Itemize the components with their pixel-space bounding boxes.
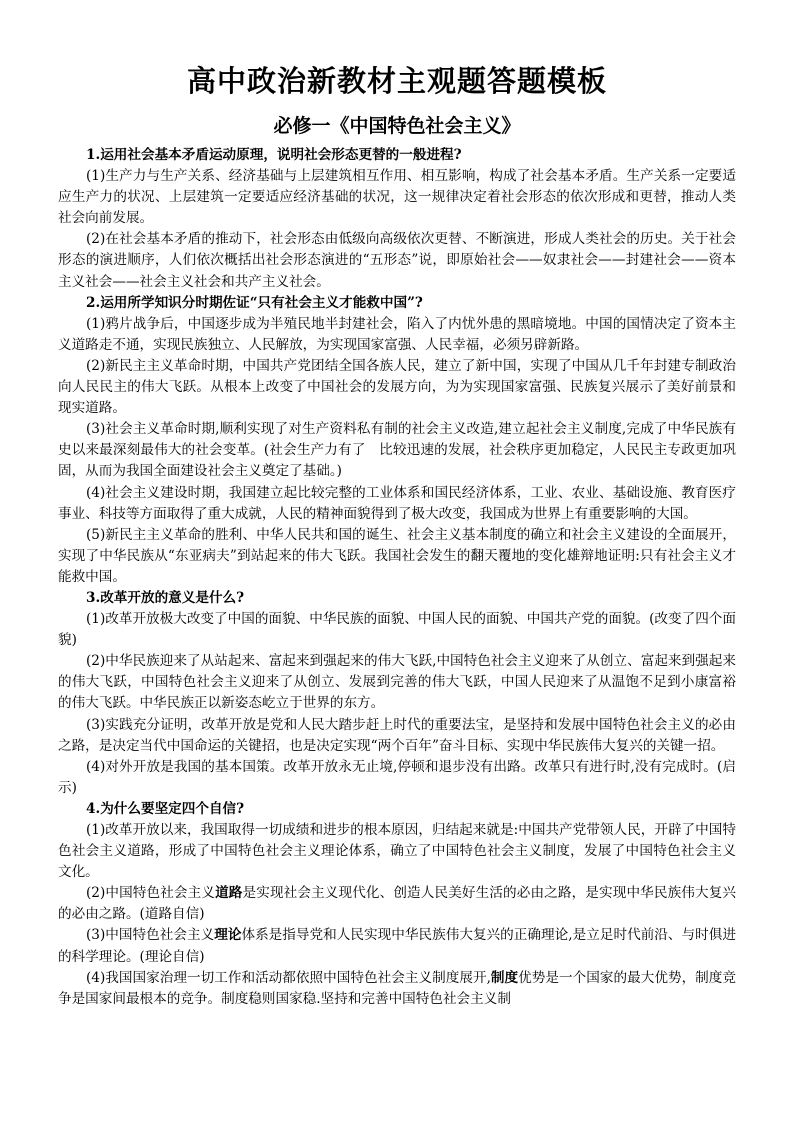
answer-paragraph: (3)社会主义革命时期,顺利实现了对生产资料私有制的社会主义改造,建立起社会主义制度,完成了中华民族有史以来最深刻最伟大的社会变革。(社会生产力有了 比较迅速的发展，社会秩序更加稳定，人民民主专政更加巩固，从而为我国全面建设社会主义奠定了基础。) xyxy=(58,421,736,480)
answer-paragraph xyxy=(58,925,736,967)
document-title: 高中政治新教材主观题答题模板 xyxy=(186,64,607,98)
answer-paragraph: (4)对外开放是我国的基本国策。改革开放永无止境,停顿和退步没有出路。改革只有进行时,没有完成时。(启示) xyxy=(58,758,736,796)
answer-paragraph xyxy=(58,883,736,925)
answer-paragraph: (1)生产力与生产关系、经济基础与上层建筑相互作用、相互影响，构成了社会基本矛盾。生产关系一定要适应生产力的状况、上层建筑一定要适应经济基础的状况，这一规律决定着社会形态的依次形成和更替，推动人类社会向前发展。 xyxy=(58,168,736,227)
answer-paragraph: (3)实践充分证明，改革开放是党和人民大踏步赶上时代的重要法宝，是坚持和发展中国特色社会主义的必由之路，是决定当代中国命运的关键招，也是决定实现“两个百年”奋斗目标、实现中华民族伟大复兴的关键一招。 xyxy=(58,716,736,754)
document-body xyxy=(58,145,736,1010)
emphasis-term: 制度 xyxy=(490,969,519,986)
document-subtitle: 必修一《中国特色社会主义》 xyxy=(273,115,521,137)
question-heading: 2.运用所学知识分时期佐证“只有社会主义才能救中国”? xyxy=(86,294,423,311)
emphasis-term: 道路 xyxy=(215,885,243,902)
answer-paragraph xyxy=(58,968,736,1010)
answer-paragraph: (4)社会主义建设时期，我国建立起比较完整的工业体系和国民经济体系，工业、农业、基础设施、教育医疗事业、科技等方面取得了重大成就，人民的精神面貌得到了极大改变，我国成为世界上有重要影响的大国。 xyxy=(58,484,736,522)
paragraph-text: (2)中国特色社会主义 xyxy=(86,885,216,902)
answer-paragraph: (5)新民主主义革命的胜利、中华人民共和国的诞生、社会主义基本制度的确立和社会主义建设的全面展开，实现了中华民族从“东亚病夫”到站起来的伟大飞跃。我国社会发生的翻天覆地的变化雄辩地证明:只有社会主义才能救中国。 xyxy=(58,526,736,585)
emphasis-term: 理论 xyxy=(214,927,242,944)
question-heading: 1.运用社会基本矛盾运动原理，说明社会形态更替的一般进程? xyxy=(86,147,462,163)
answer-paragraph: (2)中华民族迎来了从站起来、富起来到强起来的伟大飞跃,中国特色社会主义迎来了从创立、富起来到强起来的伟大飞跃，中国特色社会主义迎来了从创立、发展到完善的伟大飞跃，中国人民迎来了从温饱不足到小康富裕的伟大飞跃。中华民族正以新姿态屹立于世界的东方。 xyxy=(58,653,736,712)
answer-paragraph: (1)改革开放极大改变了中国的面貌、中华民族的面貌、中国人民的面貌、中国共产党的面貌。(改变了四个面貌) xyxy=(58,611,736,649)
answer-paragraph: (1)改革开放以来，我国取得一切成绩和进步的根本原因，归结起来就是:中国共产党带领人民，开辟了中国特色社会主义道路，形成了中国特色社会主义理论体系，确立了中国特色社会主义制度，发展了中国特色社会主义文化。 xyxy=(58,822,736,881)
question-heading: 4.为什么要坚定四个自信? xyxy=(86,800,245,817)
answer-paragraph: (2)在社会基本矛盾的推动下，社会形态由低级向高级依次更替、不断演进，形成人类社会的历史。关于社会形态的演进顺序，人们依次概括出社会形态演进的“五形态”说，即原始社会——奴隶社会——封建社会——资本主义社会——社会主义社会和共产主义社会。 xyxy=(58,231,736,290)
paragraph-text: (4)我国国家治理一切工作和活动都依照中国特色社会主义制度展开, xyxy=(86,969,491,986)
paragraph-text: 体系是指导党和人民实现中华民族伟大复兴的正确理论,是立足时代前沿、与时俱进的科学理论。(理论自信) xyxy=(58,927,736,965)
paragraph-text: 优势是一个国家的最大优势，制度竞争是国家间最根本的竞争。制度稳则国家稳.坚持和完善中国特色社会主义制 xyxy=(58,969,737,1007)
answer-paragraph: (2)新民主主义革命时期，中国共产党团结全国各族人民，建立了新中国，实现了中国从几千年封建专制政治向人民民主的伟大飞跃。从根本上改变了中国社会的发展方向，为为实现国家富强、民族复兴展示了美好前景和现实道路。 xyxy=(58,357,736,417)
paragraph-text: (3)中国特色社会主义 xyxy=(86,927,215,944)
paragraph-text: 是实现社会主义现代化、创造人民美好生活的必由之路，是实现中华民族伟大复兴的必由之路。(道路自信) xyxy=(58,885,737,923)
answer-paragraph: (1)鸦片战争后，中国逐步成为半殖民地半封建社会，陷入了内忧外患的黑暗境地。中国的国情决定了资本主义道路走不通，实现民族独立、人民解放，为实现国家富强、人民幸福，必须另辟新路。 xyxy=(58,315,736,353)
question-heading: 3.改革开放的意义是什么? xyxy=(86,589,245,606)
